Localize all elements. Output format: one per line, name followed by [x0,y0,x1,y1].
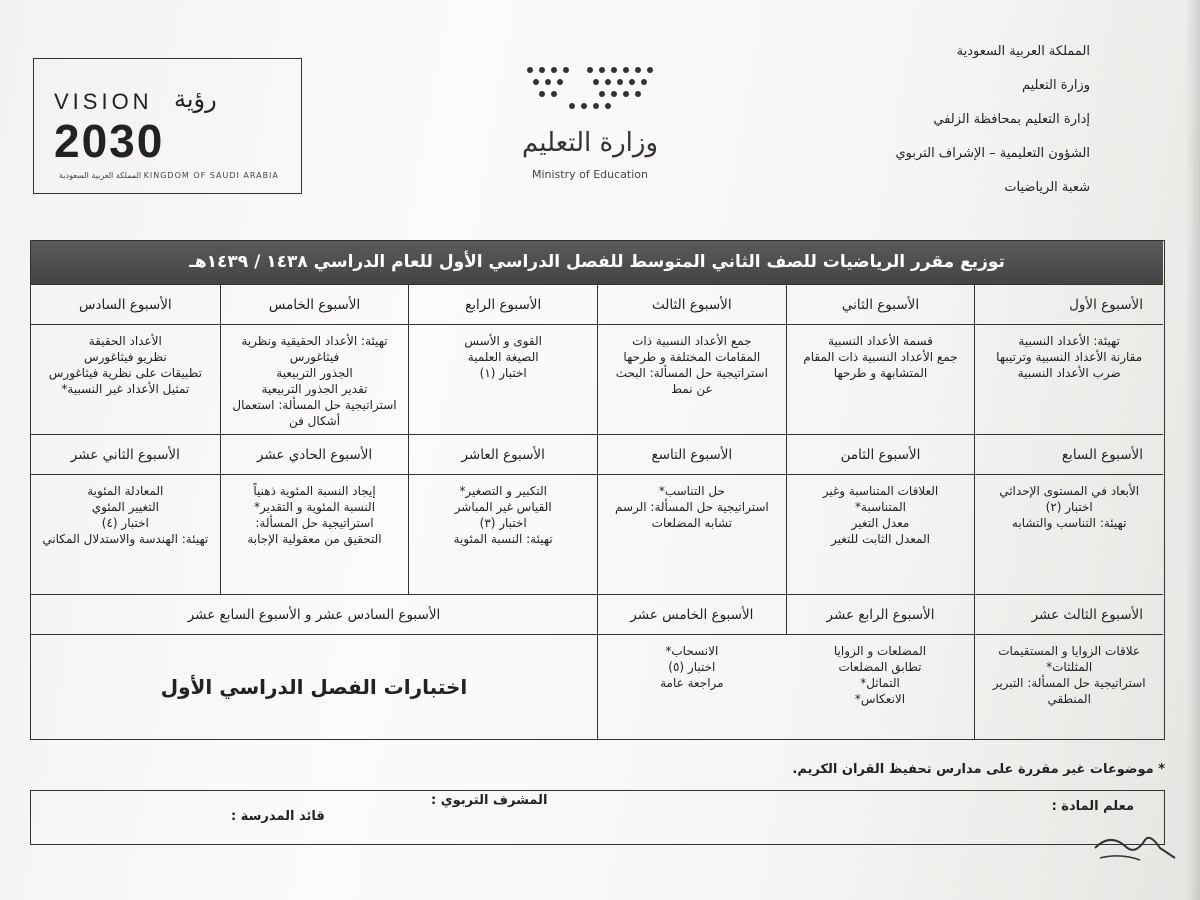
week-header: الأسبوع الخامس عشر [597,595,786,635]
vision-number: 2030 [54,115,165,167]
header-line: إدارة التعليم بمحافظة الزلفي [933,112,1090,127]
week-header: الأسبوع التاسع [597,435,786,475]
vision-arabic: رؤية [174,85,217,113]
signature-area [30,790,1165,845]
week-header: الأسبوع الحادي عشر [220,435,409,475]
curriculum-table [30,240,1165,740]
week-header-exams: الأسبوع السادس عشر و الأسبوع السابع عشر [31,595,597,635]
week-topics: الأعداد الحقيقة نظريو فيثاغورس تطبيقات على نظرية فيثاغورس تمثيل الأعداد غير النسبية* [31,325,220,435]
week-header: الأسبوع الثاني [786,285,975,325]
teacher-signature-label: معلم المادة : [1051,799,1134,814]
week-topics: التكبير و التصغير* القياس غير المباشر اختبار (٣) تهيئة: النسبة المئوية [408,475,597,595]
table-grid [31,284,1163,740]
week-header: الأسبوع الأول [974,285,1163,325]
week-topics: القوى و الأسس الصيغة العلمية اختبار (١) [408,325,597,435]
ministry-logo [510,60,730,190]
week-header: الأسبوع الرابع عشر [786,595,975,635]
week-header: الأسبوع الثامن [786,435,975,475]
week-topics: المعادلة المئوية التغيير المئوي اختبار (٤) تهيئة: الهندسة والاستدلال المكاني [31,475,220,595]
vision-2030-logo [33,58,302,194]
week-topics: جمع الأعداد النسبية ذات المقامات المختلفة و طرحها استراتيجية حل المسألة: البحث عن نمط [597,325,786,435]
header-line: الشؤون التعليمية – الإشراف التربوي [895,146,1090,161]
vision-subtitle: المملكة العربية السعودية KINGDOM OF SAUDI ARABIA [59,171,279,180]
week-header: الأسبوع الخامس [220,285,409,325]
week-header: الأسبوع السادس [31,285,220,325]
ministry-arabic: وزارة التعليم [521,128,659,158]
header-line: وزارة التعليم [1021,78,1090,93]
final-exams-label: اختبارات الفصل الدراسي الأول [31,635,597,740]
week-topics: حل التناسب* استراتيجية حل المسألة: الرسم تشابه المضلعات [597,475,786,595]
issuer-header [830,35,1090,205]
week-header: الأسبوع السابع [974,435,1163,475]
week-topics: الأبعاد في المستوى الإحداثي اختبار (٢) تهيئة: التناسب والتشابه [974,475,1163,595]
ministry-english: Ministry of Education [531,168,648,181]
week-topics: الانسحاب* اختبار (٥) مراجعة عامة [597,635,786,740]
ministry-dots-icon [510,60,670,120]
week-topics: إيجاد النسبة المئوية ذهنياً النسبة المئوية و التقدير* استراتيجية حل المسألة: التحقيق من معقولية الإجابة [220,475,409,595]
vision-word: VISION [54,89,153,114]
week-header: الأسبوع الثاني عشر [31,435,220,475]
week-topics: المضلعات و الزوايا تطابق المضلعات التماثل* الانعكاس* [786,635,975,740]
handwritten-signature-icon [1090,828,1180,868]
week-header: الأسبوع الرابع [408,285,597,325]
header-line: المملكة العربية السعودية [956,44,1090,59]
header-line: شعبة الرياضيات [1004,180,1090,195]
supervisor-signature-label: المشرف التربوي : [431,793,548,808]
week-topics: تهيئة: الأعداد الحقيقية ونظرية فيثاغورس الجذور التربيعية تقدير الجذور التربيعية استراتيجية حل المسألة: استعمال أشكال فن [220,325,409,435]
page-shadow [1186,0,1200,900]
week-topics: قسمة الأعداد النسبية جمع الأعداد النسبية ذات المقام المتشابهة و طرحها [786,325,975,435]
footnote: * موضوعات غير مقررة على مدارس تحفيظ القران الكريم. [792,762,1165,777]
table-title: توزيع مقرر الرياضيات للصف الثاني المتوسط للفصل الدراسي الأول للعام الدراسي ١٤٣٨ / ١٤٣٩هـ [31,241,1163,284]
week-topics: تهيئة: الأعداد النسبية مقارنة الأعداد النسبية وترتيبها ضرب الأعداد النسبية [974,325,1163,435]
week-header: الأسبوع الثالث [597,285,786,325]
week-topics: علاقات الزوايا و المستقيمات المثلثات* استراتيجية حل المسألة: التبرير المنطقي [974,635,1163,740]
week-header: الأسبوع العاشر [408,435,597,475]
week-topics: العلاقات المتناسبة وغير المتناسبة* معدل التغير المعدل الثابت للتغير [786,475,975,595]
principal-signature-label: قائد المدرسة : [231,809,325,824]
week-header: الأسبوع الثالث عشر [974,595,1163,635]
